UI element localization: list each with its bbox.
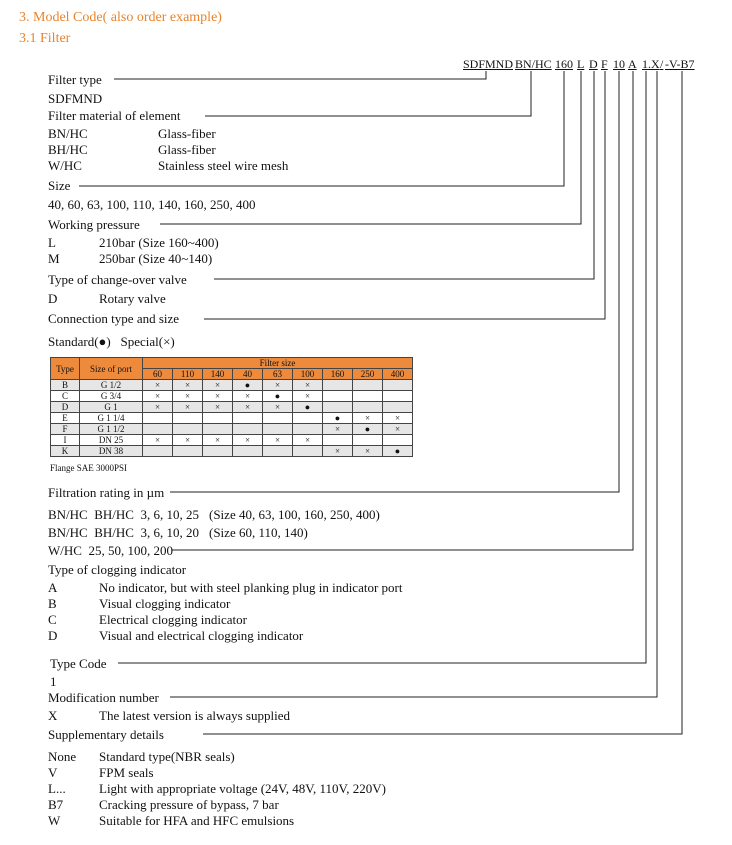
table-cell-type: C — [51, 391, 80, 402]
table-cell-mark — [383, 380, 413, 391]
material-code: BN/HC — [48, 126, 88, 141]
filter-type-value: SDFMND — [48, 91, 103, 106]
code-part-size: 160 — [555, 57, 573, 71]
table-cell-mark — [323, 380, 353, 391]
table-cell-mark: ● — [383, 446, 413, 457]
code-part-connection: F — [601, 57, 608, 71]
table-head-size: 40 — [233, 369, 263, 380]
modification-desc: The latest version is always supplied — [99, 708, 290, 723]
table-cell-mark: × — [143, 380, 173, 391]
material-code: BH/HC — [48, 142, 88, 157]
table-cell-mark: ● — [293, 402, 323, 413]
code-part-valve: D — [589, 57, 598, 71]
table-head-filter-size: Filter size — [143, 358, 413, 369]
table-head-size: 100 — [293, 369, 323, 380]
size-label: Size — [48, 178, 71, 193]
table-cell-mark — [263, 424, 293, 435]
table-cell-mark — [383, 402, 413, 413]
table-cell-mark — [353, 435, 383, 446]
table-cell-mark: × — [293, 380, 323, 391]
pressure-code: M — [48, 251, 60, 266]
code-part-material: BN/HC — [515, 57, 552, 71]
indicator-desc: Visual clogging indicator — [99, 596, 231, 611]
table-cell-mark: × — [233, 435, 263, 446]
indicator-code: D — [48, 628, 58, 643]
table-cell-mark — [203, 446, 233, 457]
material-code: W/HC — [48, 158, 82, 173]
material-label: Filter material of element — [48, 108, 181, 123]
table-cell-mark: × — [263, 380, 293, 391]
valve-code: D — [48, 291, 58, 306]
valve-label: Type of change-over valve — [48, 272, 187, 287]
table-head-size: 140 — [203, 369, 233, 380]
valve-desc: Rotary valve — [99, 291, 166, 306]
table-cell-type: E — [51, 413, 80, 424]
supplementary-desc: Suitable for HFA and HFC emulsions — [99, 813, 295, 828]
table-head-size: 63 — [263, 369, 293, 380]
type-code-label: Type Code — [50, 656, 107, 671]
supplementary-code: V — [48, 765, 58, 780]
table-cell-mark — [233, 424, 263, 435]
supplementary-desc: Standard type(NBR seals) — [99, 749, 235, 764]
size-values: 40, 60, 63, 100, 110, 140, 160, 250, 400 — [48, 197, 256, 212]
indicator-desc: Visual and electrical clogging indicator — [99, 628, 304, 643]
table-cell-mark — [323, 402, 353, 413]
table-cell-mark — [383, 391, 413, 402]
table-cell-mark — [143, 424, 173, 435]
table-cell-mark: × — [353, 413, 383, 424]
supplementary-code: None — [48, 749, 77, 764]
table-cell-port: G 1 1/2 — [80, 424, 143, 435]
rating-code: BN/HC BH/HC 3, 6, 10, 20 — [48, 525, 199, 540]
supplementary-code: L... — [48, 781, 66, 796]
table-cell-port: G 1 — [80, 402, 143, 413]
table-head-size: 250 — [353, 369, 383, 380]
table-head-size: 400 — [383, 369, 413, 380]
table-cell-mark: × — [143, 391, 173, 402]
table-cell-port: DN 25 — [80, 435, 143, 446]
code-part-slash: / — [660, 57, 664, 71]
table-cell-mark: ● — [323, 413, 353, 424]
table-cell-mark: × — [203, 435, 233, 446]
table-row — [51, 391, 413, 402]
indicator-code: B — [48, 596, 57, 611]
table-cell-mark — [203, 424, 233, 435]
table-cell-mark: × — [203, 391, 233, 402]
indicator-desc: Electrical clogging indicator — [99, 612, 247, 627]
rating-wire: W/HC 25, 50, 100, 200 — [48, 543, 173, 558]
table-cell-type: I — [51, 435, 80, 446]
table-cell-mark: × — [323, 424, 353, 435]
table-cell-mark: × — [293, 435, 323, 446]
table-cell-mark: × — [203, 380, 233, 391]
indicator-label: Type of clogging indicator — [48, 562, 187, 577]
connection-label: Connection type and size — [48, 311, 180, 326]
table-cell-mark: × — [383, 413, 413, 424]
table-cell-port: G 1/2 — [80, 380, 143, 391]
table-cell-mark — [143, 446, 173, 457]
table-row — [51, 435, 413, 446]
table-head-size: 160 — [323, 369, 353, 380]
material-desc: Glass-fiber — [158, 126, 216, 141]
table-cell-port: G 3/4 — [80, 391, 143, 402]
table-cell-mark: ● — [233, 380, 263, 391]
table-cell-mark: × — [353, 446, 383, 457]
table-cell-mark — [233, 413, 263, 424]
table-cell-mark — [353, 402, 383, 413]
table-cell-mark: × — [233, 402, 263, 413]
table-cell-type: F — [51, 424, 80, 435]
table-cell-mark — [293, 424, 323, 435]
modification-code: X — [48, 708, 58, 723]
table-cell-mark — [353, 391, 383, 402]
modification-label: Modification number — [48, 690, 159, 705]
rating-desc: (Size 40, 63, 100, 160, 250, 400) — [209, 507, 380, 522]
material-desc: Stainless steel wire mesh — [158, 158, 289, 173]
table-cell-mark — [293, 413, 323, 424]
table-cell-mark: × — [383, 424, 413, 435]
supplementary-label: Supplementary details — [48, 727, 164, 742]
table-cell-mark: ● — [353, 424, 383, 435]
supplementary-desc: FPM seals — [99, 765, 154, 780]
table-cell-type: D — [51, 402, 80, 413]
supplementary-desc: Cracking pressure of bypass, 7 bar — [99, 797, 279, 812]
table-cell-mark — [203, 413, 233, 424]
code-part-pressure: L — [577, 57, 585, 71]
table-head-size: 60 — [143, 369, 173, 380]
table-cell-mark: × — [263, 402, 293, 413]
material-desc: Glass-fiber — [158, 142, 216, 157]
table-row — [51, 446, 413, 457]
table-cell-mark — [143, 413, 173, 424]
table-row — [51, 380, 413, 391]
connection-legend: Standard(●) Special(×) — [48, 334, 175, 349]
rating-label: Filtration rating in µm — [48, 485, 165, 500]
code-part-rating: 10 — [613, 57, 625, 71]
table-cell-mark: × — [203, 402, 233, 413]
code-part-supplementary: -V-B7 — [665, 57, 695, 71]
pressure-desc: 250bar (Size 40~140) — [99, 251, 213, 266]
table-head-size: 110 — [173, 369, 203, 380]
supplementary-desc: Light with appropriate voltage (24V, 48V, 110V, 220V) — [99, 781, 386, 796]
subsection-heading: 3.1 Filter — [19, 31, 71, 46]
code-part-indicator: A — [628, 57, 637, 71]
indicator-desc: No indicator, but with steel planking plug in indicator port — [99, 580, 403, 595]
table-cell-type: B — [51, 380, 80, 391]
table-cell-mark — [323, 391, 353, 402]
table-cell-mark — [263, 413, 293, 424]
table-cell-mark — [383, 435, 413, 446]
type-code-value: 1 — [50, 674, 57, 689]
code-part-typecode: 1.X — [642, 57, 660, 71]
table-cell-port: DN 38 — [80, 446, 143, 457]
table-cell-mark: × — [173, 380, 203, 391]
table-cell-mark — [173, 424, 203, 435]
table-cell-mark: × — [233, 391, 263, 402]
pressure-label: Working pressure — [48, 217, 140, 232]
table-cell-mark — [173, 413, 203, 424]
table-row — [51, 402, 413, 413]
table-cell-mark — [263, 446, 293, 457]
indicator-code: A — [48, 580, 58, 595]
supplementary-code: B7 — [48, 797, 64, 812]
table-cell-mark: × — [143, 435, 173, 446]
table-row — [51, 413, 413, 424]
table-cell-mark — [293, 446, 323, 457]
table-cell-mark — [353, 380, 383, 391]
table-cell-mark — [233, 446, 263, 457]
indicator-code: C — [48, 612, 57, 627]
table-cell-mark: × — [323, 446, 353, 457]
pressure-code: L — [48, 235, 56, 250]
table-cell-mark: × — [293, 391, 323, 402]
pressure-desc: 210bar (Size 160~400) — [99, 235, 219, 250]
table-cell-mark: × — [143, 402, 173, 413]
table-cell-mark: ● — [263, 391, 293, 402]
table-row — [51, 424, 413, 435]
rating-desc: (Size 60, 110, 140) — [209, 525, 308, 540]
table-cell-mark: × — [173, 402, 203, 413]
connection-size-table — [50, 357, 413, 457]
table-head-type: Type — [51, 358, 80, 380]
table-cell-mark — [173, 446, 203, 457]
code-part-type: SDFMND — [463, 57, 514, 71]
table-cell-mark — [323, 435, 353, 446]
table-cell-mark: × — [263, 435, 293, 446]
table-head-port: Size of port — [80, 358, 143, 380]
table-cell-port: G 1 1/4 — [80, 413, 143, 424]
table-cell-type: K — [51, 446, 80, 457]
flange-note: Flange SAE 3000PSI — [50, 463, 128, 473]
table-cell-mark: × — [173, 391, 203, 402]
filter-type-label: Filter type — [48, 72, 102, 87]
section-heading: 3. Model Code( also order example) — [19, 10, 222, 25]
rating-code: BN/HC BH/HC 3, 6, 10, 25 — [48, 507, 199, 522]
table-cell-mark: × — [173, 435, 203, 446]
supplementary-code: W — [48, 813, 61, 828]
